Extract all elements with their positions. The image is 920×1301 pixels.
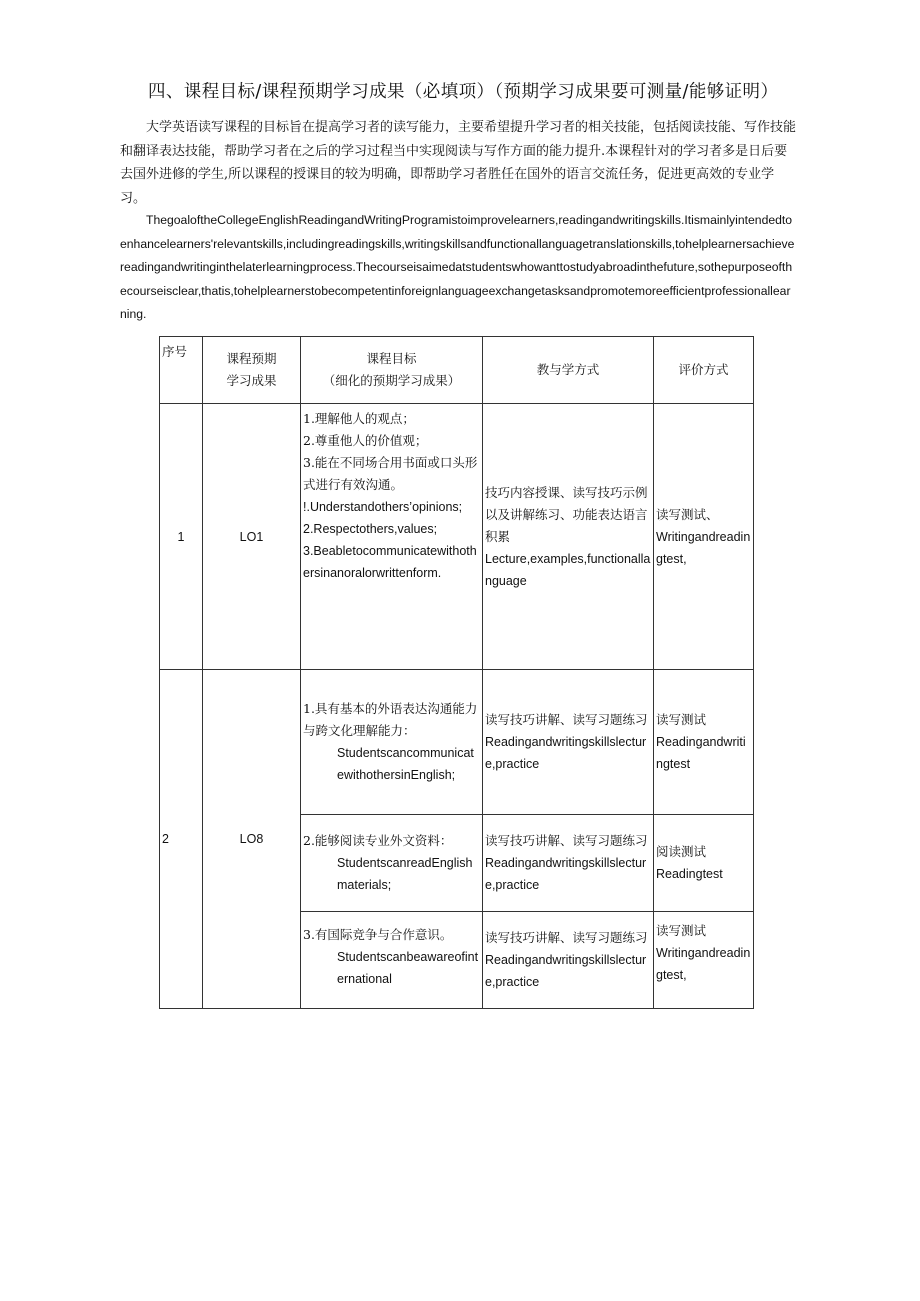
row2-method-2: 读写技巧讲解、读写习题练习 Readingandwritingskillslecture,practice (483, 815, 654, 912)
header-eval: 评价方式 (654, 337, 754, 404)
header-seq: 序号 (160, 337, 203, 404)
intro-paragraph-chinese: 大学英语读写课程的目标旨在提高学习者的读写能力，主要希望提升学习者的相关技能，包括阅读技能、写作技能和翻译表达技能，帮助学习者在之后的学习过程当中实现阅读与写作方面的能力提升.本课程针对的学习者多是日后要去国外进修的学生,所以课程的授课目的较为明确，即帮助学习者胜任在国外的语言交流任务，促进更高效的专业学习。 (120, 120, 797, 206)
row1-method: 技巧内容授课、读写技巧示例以及讲解练习、功能表达语言积累 Lecture,examples,functionallanguage (483, 404, 654, 670)
intro-paragraph-english: ThegoaloftheCollegeEnglishReadingandWritingProgramistoimprovelearners,readingandwritingskills.Itismainlyintendedtoenhancelearners'relevantskills,includingreadingskills,writingskillsandfunctionallanguagetranslationskills,tohelplearnersachievereadingandwritinginthelaterlearningprocess.Thecourseisaimedatstudentswhowanttostudyabroadinthefuture,sothepurposeofthecourseisclear,thatis,tohelplearnerstobecompetentinforeignlanguageexchangetasksandpromotemoreefficientprofessionallearning. (120, 213, 795, 321)
row2-goal-2: 2.能够阅读专业外文资料： StudentscanreadEnglishmaterials; (301, 815, 483, 912)
section-heading: 四、课程目标/课程预期学习成果（必填项）（预期学习成果要可测量/能够证明） (148, 82, 779, 102)
row1-eval: 读写测试、 Writingandreadingtest, (654, 404, 754, 670)
row2-eval-3: 读写测试 Writingandreadingtest, (654, 912, 754, 1009)
row2-method-3: 读写技巧讲解、读写习题练习 Readingandwritingskillslecture,practice (483, 912, 654, 1009)
row2-method-1: 读写技巧讲解、读写习题练习 Readingandwritingskillslecture,practice (483, 670, 654, 815)
table-row (160, 670, 754, 815)
row1-goals: 1.理解他人的观点； 2.尊重他人的价值观； 3.能在不同场合用书面或口头形式进行有效沟通。 !.Understandothers’opinions; 2.Respectothers,values; 3.Beabletocommunicatewithothersinanoralorwrittenform. (301, 404, 483, 670)
row2-seq: 2 (160, 670, 203, 1009)
row2-goal-1: 1.具有基本的外语表达沟通能力与跨文化理解能力： StudentscancommunicatewithothersinEnglish; (301, 670, 483, 815)
row1-seq: 1 (160, 404, 203, 670)
row2-eval-2: 阅读测试 Readingtest (654, 815, 754, 912)
course-goals-table (159, 336, 754, 1009)
row2-goal-3: 3.有国际竞争与合作意识。 Studentscanbeawareofinternational (301, 912, 483, 1009)
table-row (160, 404, 754, 670)
header-outcome: 课程预期 学习成果 (203, 337, 301, 404)
row2-outcome: LO8 (203, 670, 301, 1009)
header-method: 教与学方式 (483, 337, 654, 404)
row1-outcome: LO1 (203, 404, 301, 670)
header-goal: 课程目标 （细化的预期学习成果） (301, 337, 483, 404)
table-header-row (160, 337, 754, 404)
row2-eval-1: 读写测试 Readingandwritingtest (654, 670, 754, 815)
